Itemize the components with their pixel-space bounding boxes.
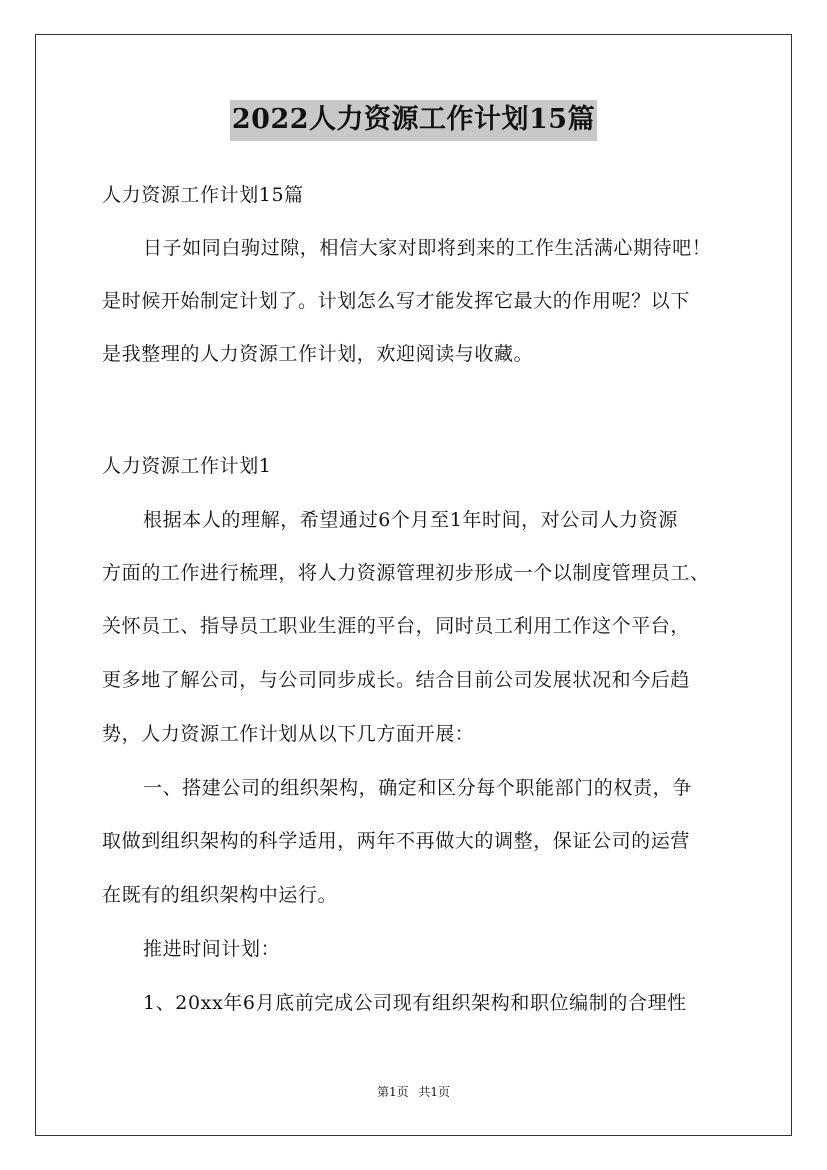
paragraph-line: 关怀员工、指导员工职业生涯的平台，同时员工利用工作这个平台， <box>102 615 691 637</box>
paragraph-line: 势，人力资源工作计划从以下几方面开展： <box>102 723 475 745</box>
paragraph-line: 更多地了解公司，与公司同步成长。结合目前公司发展状况和今后趋 <box>102 669 691 691</box>
intro-line-3: 是我整理的人力资源工作计划，欢迎阅读与收藏。 <box>102 343 534 365</box>
page-number-total: 共1页 <box>418 1085 451 1099</box>
schedule-item: 1、20xx年6月底前完成公司现有组织架构和职位编制的合理性 <box>143 992 687 1014</box>
title-container <box>0 100 827 141</box>
intro-line-2: 是时候开始制定计划了。计划怎么写才能发挥它最大的作用呢？以下 <box>102 290 691 312</box>
paragraph-line: 根据本人的理解，希望通过6个月至1年时间，对公司人力资源 <box>143 509 678 531</box>
section-heading: 人力资源工作计划1 <box>102 455 272 477</box>
schedule-label: 推进时间计划： <box>143 938 281 960</box>
paragraph-line: 取做到组织架构的科学适用，两年不再做大的调整，保证公司的运营 <box>102 830 691 852</box>
page-number-current: 第1页 <box>376 1085 409 1099</box>
paragraph-line: 方面的工作进行梳理，将人力资源管理初步形成一个以制度管理员工、 <box>102 562 710 584</box>
paragraph-line: 一、搭建公司的组织架构，确定和区分每个职能部门的权责，争 <box>143 777 692 799</box>
document-title: 2022人力资源工作计划15篇 <box>230 100 597 141</box>
intro-line-1: 日子如同白驹过隙，相信大家对即将到来的工作生活满心期待吧！ <box>143 237 712 259</box>
page-footer <box>0 1084 827 1100</box>
paragraph-line: 在既有的组织架构中运行。 <box>102 884 338 906</box>
document-subtitle: 人力资源工作计划15篇 <box>102 184 304 206</box>
